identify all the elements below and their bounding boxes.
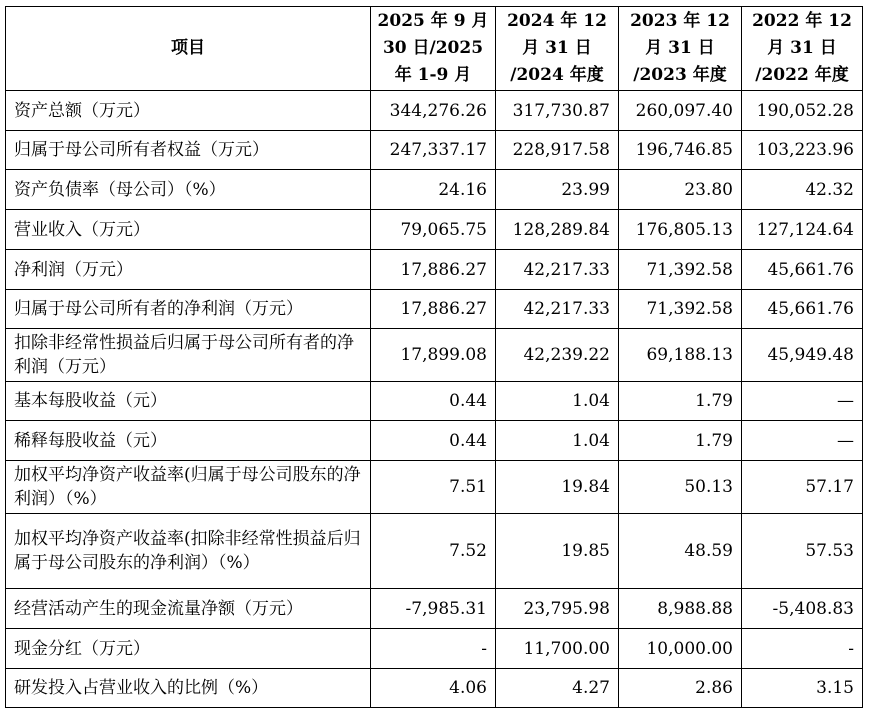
cell-2023: 1.79 <box>619 382 742 421</box>
cell-2023: 10,000.00 <box>619 629 742 669</box>
row-label: 扣除非经常性损益后归属于母公司所有者的净利润（万元） <box>6 329 371 382</box>
cell-2024: 19.84 <box>496 461 619 514</box>
cell-2022: 190,052.28 <box>742 91 863 131</box>
table-header <box>6 7 863 91</box>
cell-2023: 71,392.58 <box>619 250 742 290</box>
cell-2023: 176,805.13 <box>619 210 742 250</box>
header-line: 2022 年 12 <box>752 11 852 31</box>
cell-2023: 48.59 <box>619 514 742 589</box>
cell-2025: 24.16 <box>371 170 496 210</box>
cell-2025: 7.51 <box>371 461 496 514</box>
cell-2025: 344,276.26 <box>371 91 496 131</box>
cell-2022: 45,661.76 <box>742 250 863 290</box>
cell-2024: 19.85 <box>496 514 619 589</box>
table-row <box>6 329 863 382</box>
cell-2022: - <box>742 629 863 669</box>
row-label: 加权平均净资产收益率(扣除非经常性损益后归属于母公司股东的净利润）（%） <box>6 514 371 589</box>
table-row <box>6 589 863 629</box>
cell-2025: - <box>371 629 496 669</box>
financial-table-container <box>5 6 863 708</box>
header-line: 30 日/2025 <box>382 38 484 58</box>
row-label: 研发投入占营业收入的比例（%） <box>6 669 371 708</box>
cell-2022: 57.17 <box>742 461 863 514</box>
cell-2024: 1.04 <box>496 421 619 461</box>
table-row <box>6 514 863 589</box>
table-row <box>6 170 863 210</box>
header-2022 <box>742 7 863 91</box>
cell-2023: 1.79 <box>619 421 742 461</box>
header-line: 年 1-9 月 <box>394 65 472 85</box>
table-body <box>6 91 863 708</box>
cell-2024: 128,289.84 <box>496 210 619 250</box>
row-label: 归属于母公司所有者权益（万元） <box>6 131 371 170</box>
cell-2025: 17,886.27 <box>371 250 496 290</box>
header-line: 月 31 日 <box>767 38 837 58</box>
cell-2022: 57.53 <box>742 514 863 589</box>
cell-2025: -7,985.31 <box>371 589 496 629</box>
cell-2023: 260,097.40 <box>619 91 742 131</box>
cell-2024: 228,917.58 <box>496 131 619 170</box>
row-label: 基本每股收益（元） <box>6 382 371 421</box>
cell-2024: 1.04 <box>496 382 619 421</box>
table-row <box>6 91 863 131</box>
table-row <box>6 131 863 170</box>
cell-2025: 17,899.08 <box>371 329 496 382</box>
cell-2024: 23.99 <box>496 170 619 210</box>
header-line: 月 31 日 <box>522 38 592 58</box>
row-label: 营业收入（万元） <box>6 210 371 250</box>
table-row <box>6 290 863 329</box>
header-2024 <box>496 7 619 91</box>
cell-2022: -5,408.83 <box>742 589 863 629</box>
header-line: 月 31 日 <box>645 38 715 58</box>
table-row <box>6 250 863 290</box>
cell-2022: 45,661.76 <box>742 290 863 329</box>
header-line: 项目 <box>171 38 205 58</box>
cell-2023: 71,392.58 <box>619 290 742 329</box>
cell-2025: 247,337.17 <box>371 131 496 170</box>
cell-2024: 4.27 <box>496 669 619 708</box>
cell-2025: 0.44 <box>371 382 496 421</box>
row-label: 现金分红（万元） <box>6 629 371 669</box>
cell-2024: 23,795.98 <box>496 589 619 629</box>
cell-2023: 69,188.13 <box>619 329 742 382</box>
row-label: 归属于母公司所有者的净利润（万元） <box>6 290 371 329</box>
table-row <box>6 210 863 250</box>
header-item <box>6 7 371 91</box>
row-label: 资产负债率（母公司）（%） <box>6 170 371 210</box>
row-label: 加权平均净资产收益率(归属于母公司股东的净利润）（%） <box>6 461 371 514</box>
cell-2024: 42,239.22 <box>496 329 619 382</box>
header-row <box>6 7 863 91</box>
cell-2023: 23.80 <box>619 170 742 210</box>
header-line: 2024 年 12 <box>507 11 607 31</box>
cell-2022: 42.32 <box>742 170 863 210</box>
header-line: /2024 年度 <box>510 65 604 85</box>
table-row <box>6 669 863 708</box>
row-label: 经营活动产生的现金流量净额（万元） <box>6 589 371 629</box>
cell-2025: 17,886.27 <box>371 290 496 329</box>
cell-2024: 42,217.33 <box>496 290 619 329</box>
cell-2024: 11,700.00 <box>496 629 619 669</box>
header-2023 <box>619 7 742 91</box>
cell-2025: 79,065.75 <box>371 210 496 250</box>
header-line: /2023 年度 <box>633 65 727 85</box>
cell-2023: 8,988.88 <box>619 589 742 629</box>
cell-2025: 7.52 <box>371 514 496 589</box>
cell-2025: 4.06 <box>371 669 496 708</box>
cell-2024: 42,217.33 <box>496 250 619 290</box>
cell-2023: 50.13 <box>619 461 742 514</box>
row-label: 净利润（万元） <box>6 250 371 290</box>
row-label: 稀释每股收益（元） <box>6 421 371 461</box>
cell-2022: 103,223.96 <box>742 131 863 170</box>
cell-2022: — <box>742 421 863 461</box>
cell-2025: 0.44 <box>371 421 496 461</box>
financial-summary-table <box>5 6 863 708</box>
row-label: 资产总额（万元） <box>6 91 371 131</box>
cell-2022: 127,124.64 <box>742 210 863 250</box>
table-row <box>6 629 863 669</box>
cell-2022: 3.15 <box>742 669 863 708</box>
cell-2023: 2.86 <box>619 669 742 708</box>
cell-2022: — <box>742 382 863 421</box>
header-2025 <box>371 7 496 91</box>
table-row <box>6 382 863 421</box>
header-line: 2025 年 9 月 <box>377 11 489 31</box>
cell-2022: 45,949.48 <box>742 329 863 382</box>
header-line: 2023 年 12 <box>630 11 730 31</box>
header-line: /2022 年度 <box>755 65 849 85</box>
cell-2024: 317,730.87 <box>496 91 619 131</box>
cell-2023: 196,746.85 <box>619 131 742 170</box>
table-row <box>6 421 863 461</box>
table-row <box>6 461 863 514</box>
